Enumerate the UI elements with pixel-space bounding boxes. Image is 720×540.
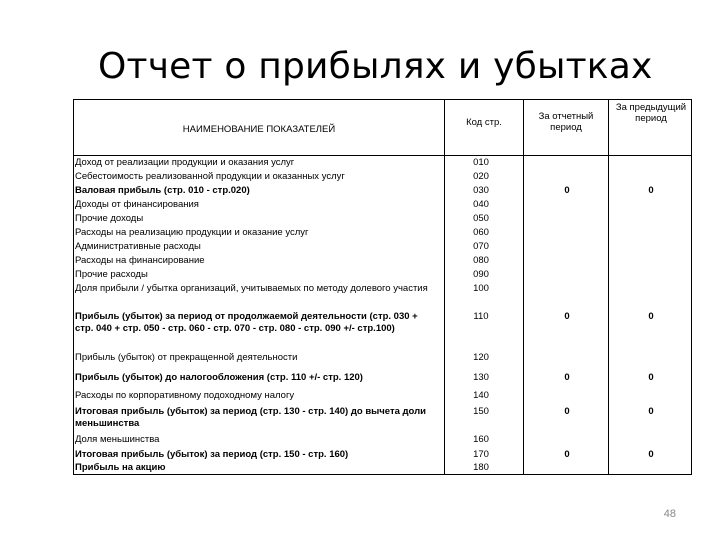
income-statement-table — [73, 99, 692, 475]
row-code: 030 — [473, 185, 489, 196]
header-name: НАИМЕНОВАНИЕ ПОКАЗАТЕЛЕЙ — [182, 124, 336, 135]
row-name: Расходы по корпоративному подоходному налогу — [75, 390, 295, 401]
row-current-value: 0 — [564, 406, 570, 417]
row-code: 150 — [473, 406, 489, 417]
row-name: Расходы на финансирование — [75, 255, 205, 266]
column-divider — [608, 100, 609, 474]
row-code: 160 — [473, 434, 489, 445]
row-previous-value: 0 — [648, 372, 654, 383]
row-code: 020 — [473, 171, 489, 182]
header-current-period: За отчетный период — [538, 111, 594, 133]
row-current-value: 0 — [564, 185, 570, 196]
row-code: 040 — [473, 199, 489, 210]
row-current-value: 0 — [564, 311, 570, 322]
row-name: Доход от реализации продукции и оказания услуг — [75, 157, 295, 168]
row-previous-value: 0 — [648, 406, 654, 417]
row-code: 050 — [473, 213, 489, 224]
row-name: Доходы от финансирования — [75, 199, 199, 210]
row-name: Прибыль на акцию — [75, 462, 166, 473]
row-previous-value: 0 — [648, 449, 654, 460]
row-name: Прочие расходы — [75, 269, 148, 280]
header-code: Код стр. — [466, 117, 502, 128]
row-code: 170 — [473, 449, 489, 460]
row-name: Прибыль (убыток) от прекращенной деятельности — [75, 352, 298, 363]
row-name: Прибыль (убыток) до налогообложения (стр. 110 +/- стр. 120) — [75, 372, 363, 383]
row-name: Расходы на реализацию продукции и оказание услуг — [75, 227, 309, 238]
row-name: Административные расходы — [75, 241, 201, 252]
row-previous-value: 0 — [648, 311, 654, 322]
page-number: 48 — [663, 508, 676, 520]
row-current-value: 0 — [564, 449, 570, 460]
page-title: Отчет о прибылях и убытках — [98, 46, 653, 87]
row-name: Прочие доходы — [75, 213, 144, 224]
row-code: 140 — [473, 390, 489, 401]
row-name: Доля прибыли / убытка организаций, учитываемых по методу долевого участия — [75, 283, 428, 294]
row-current-value: 0 — [564, 372, 570, 383]
row-name: Итоговая прибыль (убыток) за период (стр. 130 - стр. 140) до вычета доли меньшинства — [75, 406, 426, 429]
header-divider — [74, 155, 691, 156]
row-code: 180 — [473, 462, 489, 473]
row-code: 060 — [473, 227, 489, 238]
row-previous-value: 0 — [648, 185, 654, 196]
row-name: Прибыль (убыток) за период от продолжаемой деятельности (стр. 030 + стр. 040 + стр. 050 - стр. 060 - стр. 070 - стр. 080 - стр. 090 +/- стр.100) — [75, 311, 418, 334]
row-name: Итоговая прибыль (убыток) за период (стр. 150 - стр. 160) — [75, 449, 349, 460]
header-previous-period: За предыдущий период — [615, 102, 687, 124]
row-code: 080 — [473, 255, 489, 266]
row-code: 090 — [473, 269, 489, 280]
row-code: 100 — [473, 283, 489, 294]
row-name: Доля меньшинства — [75, 434, 160, 445]
row-code: 130 — [473, 372, 489, 383]
row-code: 120 — [473, 352, 489, 363]
column-divider — [523, 100, 524, 474]
row-code: 010 — [473, 157, 489, 168]
row-name: Валовая прибыль (стр. 010 - стр.020) — [75, 185, 250, 196]
row-code: 110 — [473, 311, 489, 322]
row-code: 070 — [473, 241, 489, 252]
column-divider — [444, 100, 445, 474]
row-name: Себестоимость реализованной продукции и оказанных услуг — [75, 171, 345, 182]
